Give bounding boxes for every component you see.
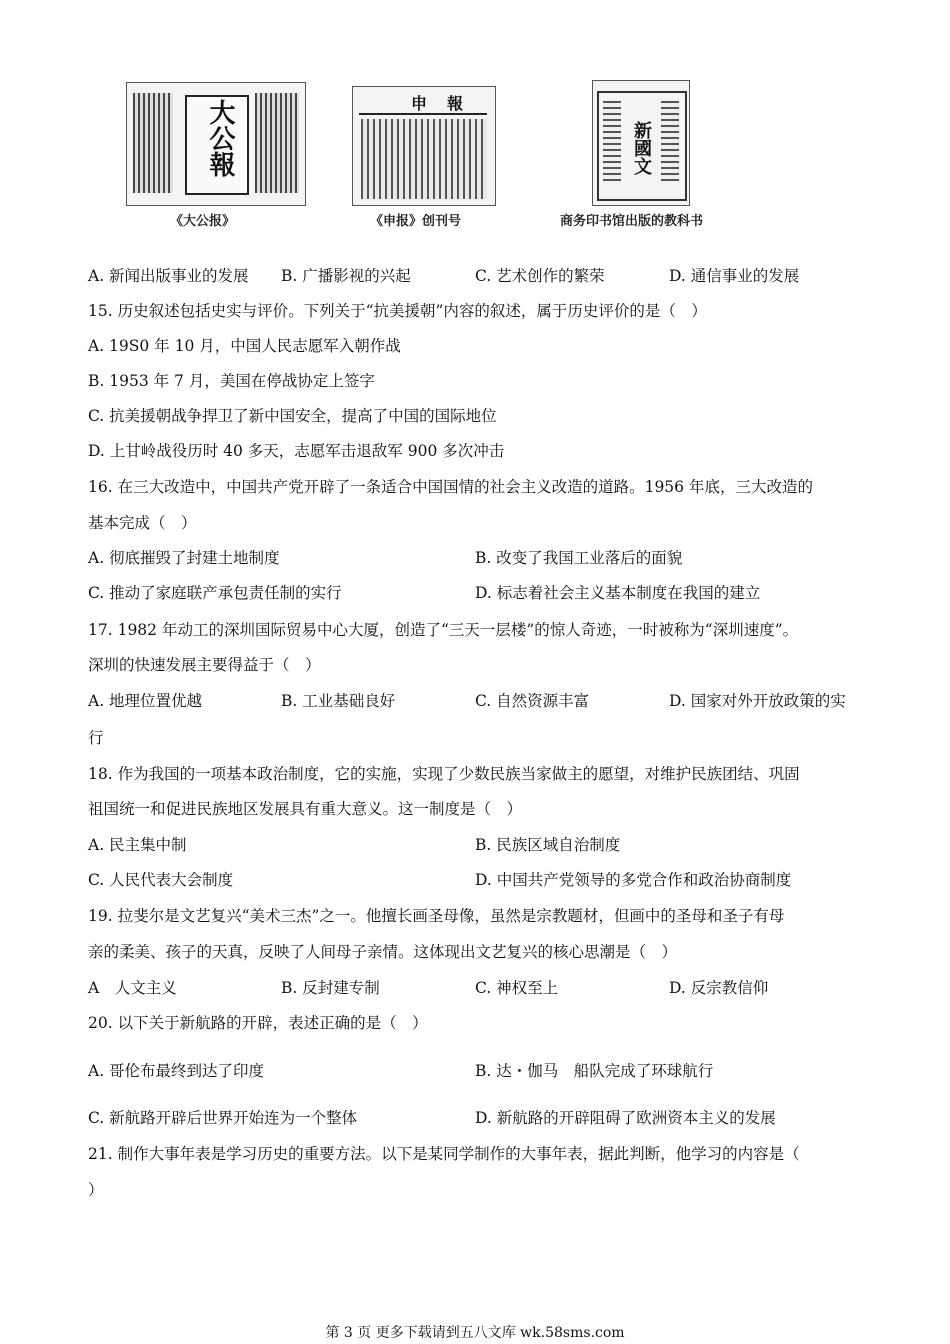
q14-option-c: C. 艺术创作的繁荣 bbox=[475, 267, 605, 285]
q16-stem-line1: 16. 在三大改造中，中国共产党开辟了一条适合中国国情的社会主义改造的道路。1956 年底，三大改造的 bbox=[88, 478, 813, 496]
q19-option-b: B. 反封建专制 bbox=[281, 979, 380, 997]
q18-option-a: A. 民主集中制 bbox=[88, 836, 187, 854]
dagongbao-image bbox=[126, 82, 306, 206]
q15-option-b: B. 1953 年 7 月，美国在停战协定上签字 bbox=[88, 372, 375, 390]
q21-stem-line2: ） bbox=[88, 1181, 104, 1199]
q19-stem-line1: 19. 拉斐尔是文艺复兴“美术三杰”之一。他擅长画圣母像，虽然是宗教题材，但画中的圣母和圣子有母 bbox=[88, 907, 785, 925]
q17-option-c: C. 自然资源丰富 bbox=[475, 692, 590, 710]
q15-option-a: A. 19S0 年 10 月，中国人民志愿军入朝作战 bbox=[88, 337, 401, 355]
q18-stem-line2: 祖国统一和促进民族地区发展具有重大意义。这一制度是（ ） bbox=[88, 800, 523, 818]
q14-option-d: D. 通信事业的发展 bbox=[669, 267, 800, 285]
q19-option-a: A 人文主义 bbox=[88, 979, 177, 997]
q16-stem-line2: 基本完成（ ） bbox=[88, 514, 197, 532]
figure-caption: 商务印书馆出版的教科书 bbox=[560, 214, 704, 229]
textbook-title: 新國文 bbox=[631, 121, 652, 175]
q20-option-a: A. 哥伦布最终到达了印度 bbox=[88, 1062, 265, 1080]
figure-caption: 《大公报》 bbox=[170, 214, 236, 229]
q19-stem-line2: 亲的柔美、孩子的天真，反映了人间母子亲情。这体现出文艺复兴的核心思潮是（ ） bbox=[88, 943, 678, 961]
q18-stem-line1: 18. 作为我国的一项基本政治制度，它的实施，实现了少数民族当家做主的愿望，对维护民族团结、巩固 bbox=[88, 765, 800, 783]
q17-option-d: D. 国家对外开放政策的实 bbox=[669, 692, 846, 710]
q14-option-b: B. 广播影视的兴起 bbox=[281, 267, 411, 285]
q15-option-c: C. 抗美援朝战争捍卫了新中国安全，提高了中国的国际地位 bbox=[88, 407, 497, 425]
q20-option-b: B. 达・伽马 船队完成了环球航行 bbox=[475, 1062, 714, 1080]
dagongbao-masthead: 大公報 bbox=[205, 99, 235, 177]
q17-stem-line1: 17. 1982 年动工的深圳国际贸易中心大厦，创造了“三天一层楼”的惊人奇迹，一时被称为“深圳速度”。 bbox=[88, 621, 799, 639]
q16-option-a: A. 彻底摧毁了封建土地制度 bbox=[88, 549, 280, 567]
q20-stem: 20. 以下关于新航路的开辟，表述正确的是（ ） bbox=[88, 1014, 428, 1032]
q17-option-a: A. 地理位置优越 bbox=[88, 692, 203, 710]
q18-option-d: D. 中国共产党领导的多党合作和政治协商制度 bbox=[475, 871, 792, 889]
q16-option-d: D. 标志着社会主义基本制度在我国的建立 bbox=[475, 584, 761, 602]
q16-option-c: C. 推动了家庭联产承包责任制的实行 bbox=[88, 584, 342, 602]
page-footer: 第 3 页 更多下载请到五八文库 wk.58sms.com bbox=[325, 1325, 625, 1341]
textbook-image bbox=[592, 80, 690, 206]
q14-option-a: A. 新闻出版事业的发展 bbox=[88, 267, 249, 285]
shenbao-image bbox=[352, 86, 496, 206]
figure-row bbox=[120, 78, 740, 238]
q17-option-d-wrap: 行 bbox=[88, 729, 104, 747]
figure-caption: 《申报》创刊号 bbox=[370, 214, 462, 229]
q18-option-c: C. 人民代表大会制度 bbox=[88, 871, 234, 889]
q18-option-b: B. 民族区域自治制度 bbox=[475, 836, 621, 854]
q19-option-c: C. 神权至上 bbox=[475, 979, 559, 997]
q15-option-d: D. 上甘岭战役历时 40 多天，志愿军击退敌军 900 多次冲击 bbox=[88, 442, 505, 460]
q20-option-d: D. 新航路的开辟阻碍了欧洲资本主义的发展 bbox=[475, 1109, 776, 1127]
q15-stem: 15. 历史叙述包括史实与评价。下列关于“抗美援朝”内容的叙述，属于历史评价的是（ ） bbox=[88, 302, 707, 320]
q17-stem-line2: 深圳的快速发展主要得益于（ ） bbox=[88, 656, 321, 674]
q17-option-b: B. 工业基础良好 bbox=[281, 692, 396, 710]
q19-option-d: D. 反宗教信仰 bbox=[669, 979, 769, 997]
q21-stem-line1: 21. 制作大事年表是学习历史的重要方法。以下是某同学制作的大事年表，据此判断，他学习的内容是（ bbox=[88, 1145, 800, 1163]
shenbao-masthead: 申報 bbox=[411, 94, 484, 113]
q20-option-c: C. 新航路开辟后世界开始连为一个整体 bbox=[88, 1109, 358, 1127]
q16-option-b: B. 改变了我国工业落后的面貌 bbox=[475, 549, 683, 567]
